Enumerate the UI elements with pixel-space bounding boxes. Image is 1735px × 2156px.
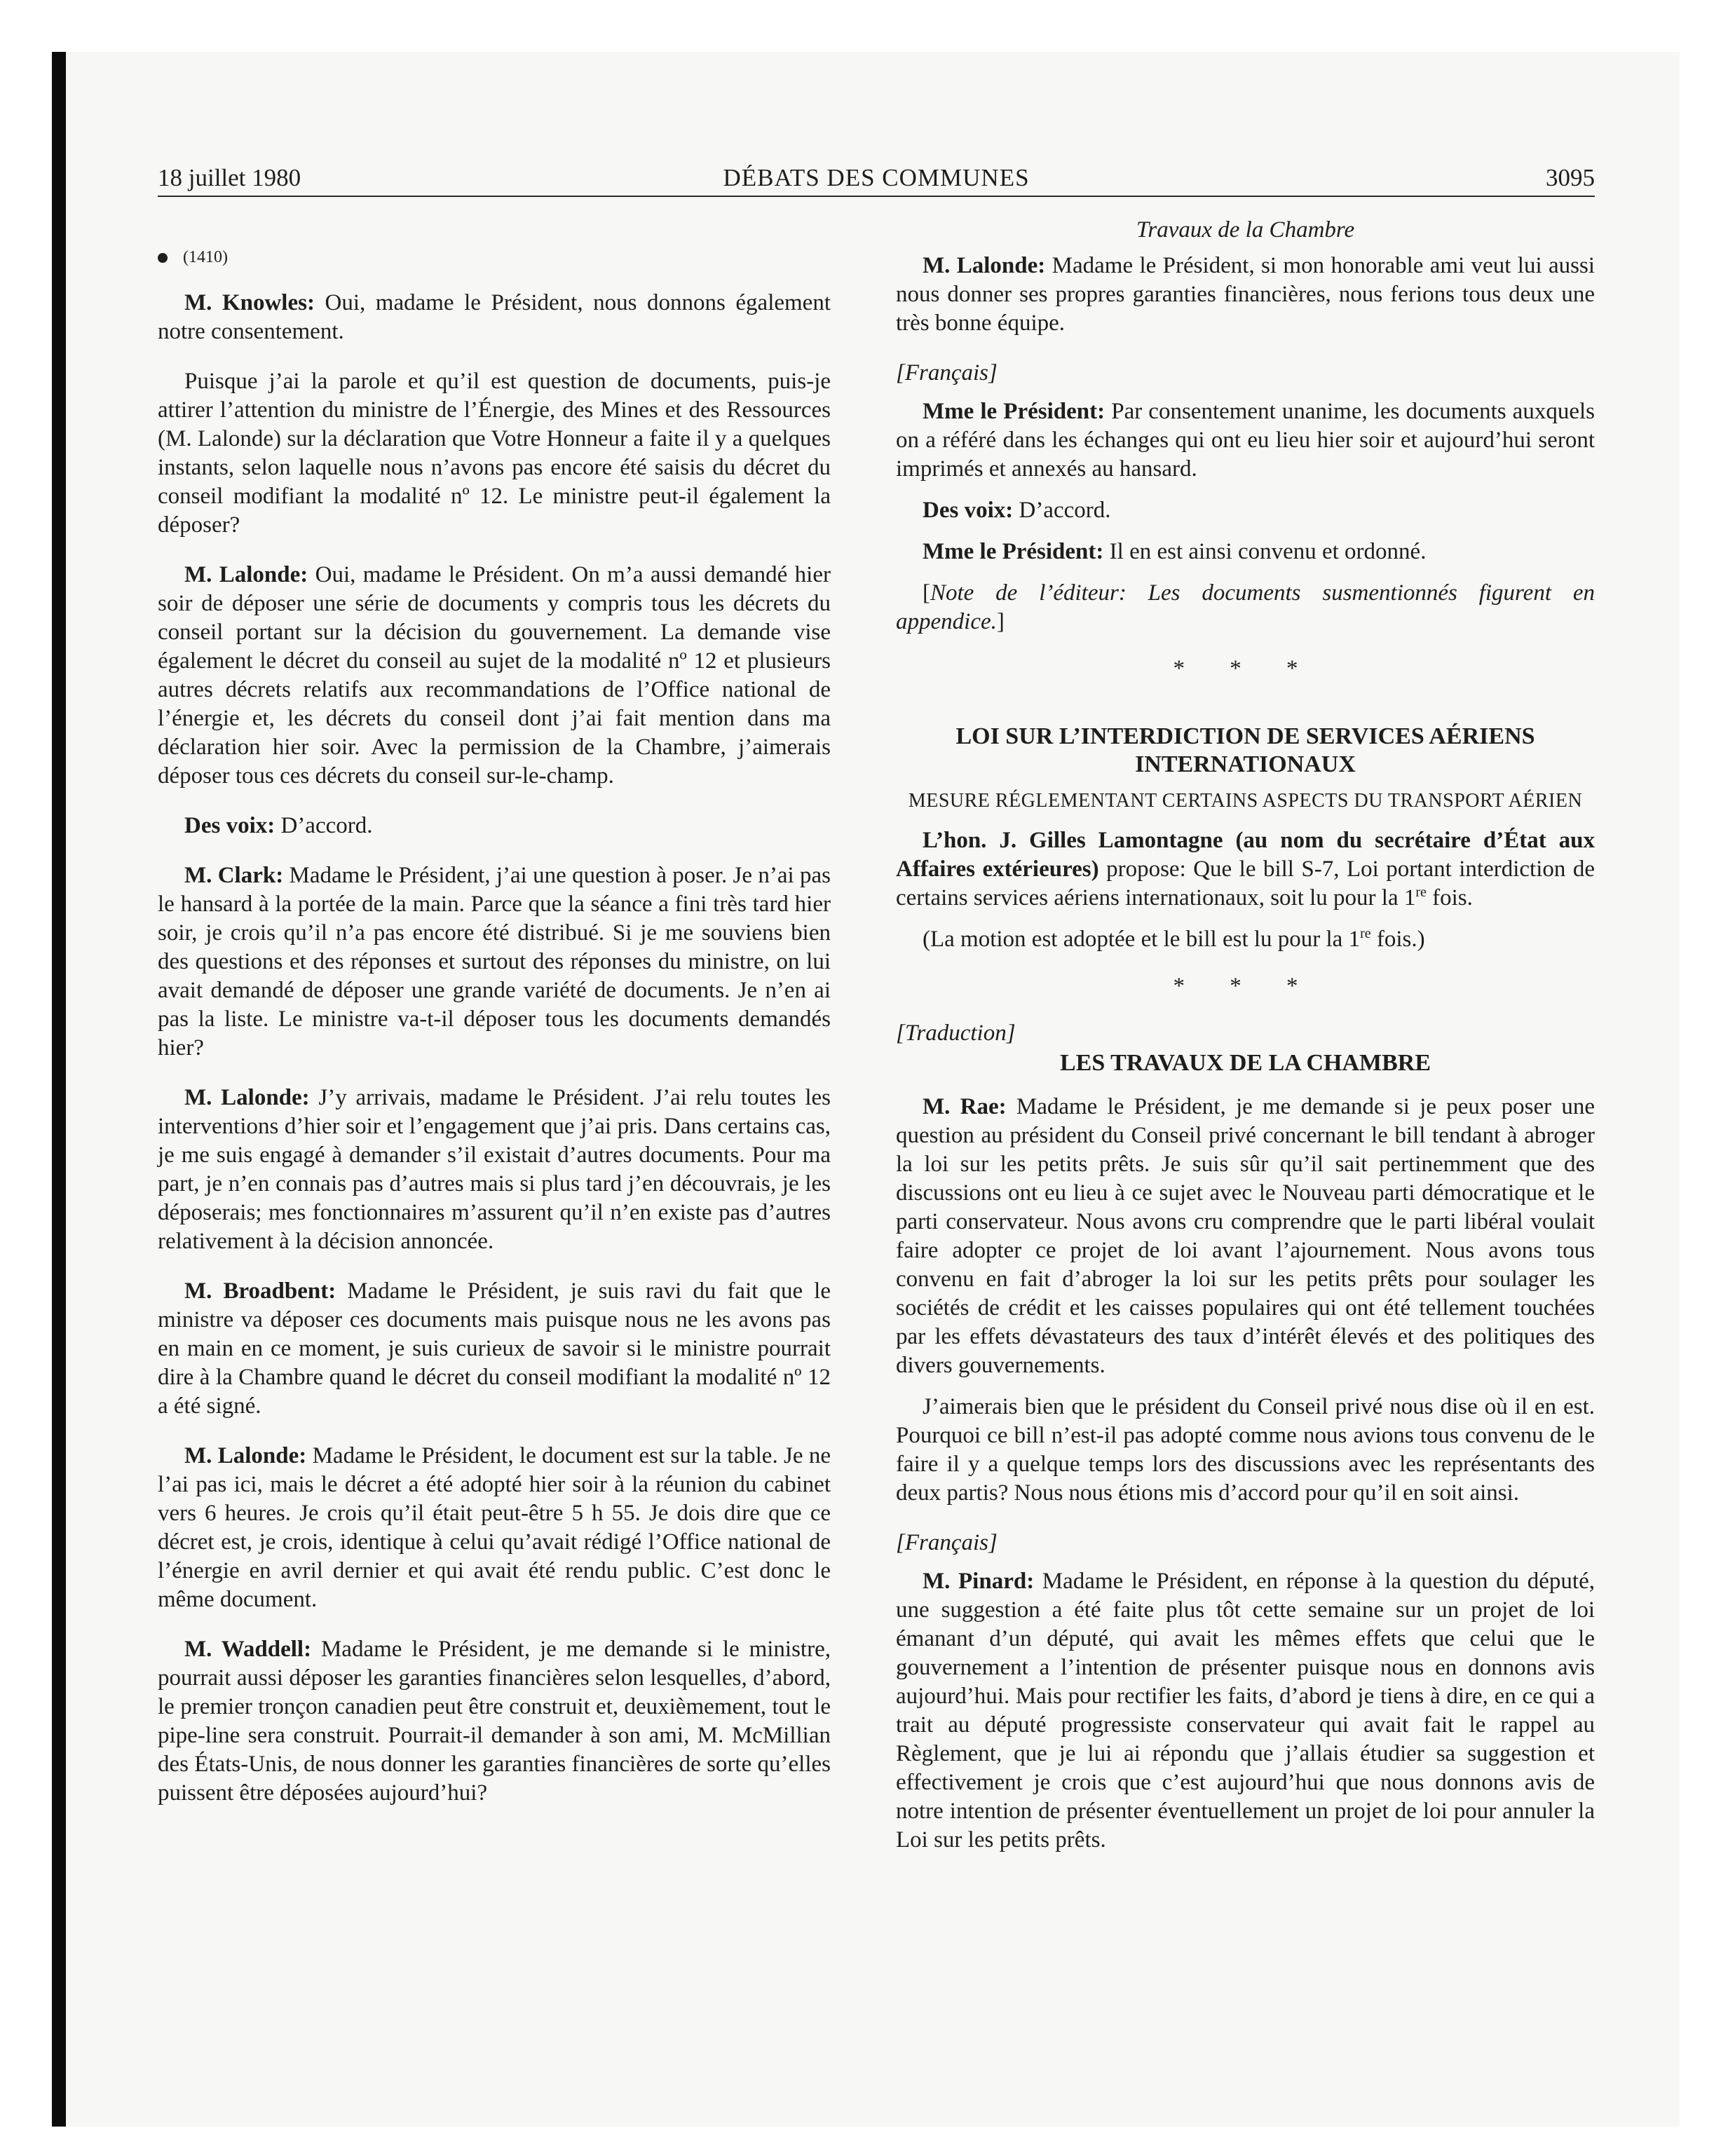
paragraph-lalonde-1 xyxy=(158,561,831,791)
speaker-name: M. Lalonde: xyxy=(184,1085,310,1110)
bracket-close: ] xyxy=(996,609,1005,634)
speaker-name: M. Knowles: xyxy=(184,290,315,315)
speech-text: Madame le Président, si mon honorable ami veut lui aussi nous donner ses propres garanties financières, nous ferions tous deux une très bonne équipe. xyxy=(896,253,1595,336)
speech-text: Il en est ainsi convenu et ordonné. xyxy=(1103,539,1427,564)
speech-text: Par consentement unanime, les documents auxquels on a référé dans les échanges qui ont eu lieu hier soir et aujourd’hui seront imprimés et annexés au hansard. xyxy=(896,399,1595,482)
speech-text: Madame le Président, j’ai une question à poser. Je n’ai pas le hansard à la portée de la main. Parce que la séance a fini très tard hier soir, je crois qu’il n’a pas encore été distribué. Si je me souviens bien des questions et des réponses et surtout des réponses du ministre, on lui avait demandé de déposer une grande variété de documents. Je n’en ai pas la liste. Le ministre va-t-il déposer tous les documents demandés hier? xyxy=(158,863,831,1060)
superscript: re xyxy=(1415,885,1427,900)
speech-text-tail: fois. xyxy=(1426,885,1473,910)
speech-text: Puisque j’ai la parole et qu’il est question de documents, puis-je attirer l’attention du ministre de l’Énergie, des Mines et des Ressources (M. Lalonde) sur la déclaration que Votre Honneur a faite il y a quelques instants, selon laquelle nous n’avons pas encore été saisis du décret du conseil modifiant la modalité nº 12. Le ministre peut-il également la déposer? xyxy=(158,369,831,538)
speaker-name: M. Lalonde: xyxy=(923,253,1046,278)
speech-text: Madame le Président, je me demande si je peux poser une question au président du Conseil privé concernant le bill tendant à abroger la loi sur les petits prêts. Je suis sûr qu’il sait pertinemment que des discussions ont eu lieu à ce sujet avec le Nouveau parti démocratique et le parti conservateur. Nous avons cru comprendre que le parti libéral voulait faire adopter ce projet de loi avant l’ajournement. Nous avons tous convenu en fait d’abroger la loi sur les petits prêts pour soulager les sociétés de crédit et les caisses populaires qui ont été tellement touchées par les effets dévastateurs des taux d’intérêt élevés et des politiques des divers gouvernements. xyxy=(896,1094,1595,1378)
paragraph-rae-cont xyxy=(896,1393,1595,1508)
language-tag: [Français] xyxy=(896,1530,998,1555)
page-header xyxy=(158,164,1595,192)
speech-text: D’accord. xyxy=(275,813,373,838)
language-tag: [Traduction] xyxy=(896,1021,1016,1046)
header-rule xyxy=(158,196,1595,197)
speech-text: Madame le Président, le document est sur la table. Je ne l’ai pas ici, mais le décret a été adopté hier soir à la réunion du cabinet vers 6 heures. Je crois qu’il était peut-être 5 h 55. Je dois dire que ce décret est, je crois, identique à celui qu’avait rédigé l’Office national de l’énergie en avril dernier et qui avait été rendu public. C’est donc le même document. xyxy=(158,1443,831,1612)
speech-text: (La motion est adoptée et le bill est lu pour la 1 xyxy=(923,927,1361,952)
speaker-name: Des voix: xyxy=(184,813,275,838)
running-head: Travaux de la Chambre xyxy=(1136,217,1355,243)
time-marker-text: (1410) xyxy=(183,248,228,266)
section-heading: LES TRAVAUX DE LA CHAMBRE xyxy=(1059,1050,1431,1076)
speaker-name: M. Clark: xyxy=(184,863,284,888)
section-separator: * * * xyxy=(1173,656,1318,681)
superscript: re xyxy=(1360,926,1371,941)
header-title: DÉBATS DES COMMUNES xyxy=(723,164,1030,191)
editor-note-text: Note de l’éditeur: Les documents susmentionnés figurent en appendice. xyxy=(896,580,1595,634)
editor-note xyxy=(896,579,1595,636)
page-number: 3095 xyxy=(1546,164,1595,191)
scan-edge-strip xyxy=(52,52,66,2127)
language-tag: [Français] xyxy=(896,360,998,386)
section-separator: * * * xyxy=(1173,974,1318,999)
speaker-name: M. Waddell: xyxy=(184,1637,312,1662)
speaker-name: L’hon. J. Gilles Lamontagne (au nom du secrétaire d’État aux Affaires extérieures) xyxy=(896,828,1595,882)
section-heading: LOI SUR L’INTERDICTION DE SERVICES AÉRIENS INTERNATIONAUX xyxy=(955,723,1535,777)
speaker-name: M. Broadbent: xyxy=(184,1278,336,1304)
speech-text-tail: fois.) xyxy=(1370,927,1425,952)
paragraph-motion xyxy=(896,925,1595,954)
speaker-name: Mme le Président: xyxy=(923,539,1104,564)
speech-text: propose: Que le bill S-7, Loi portant interdiction de certains services aériens internationaux, soit lu pour la 1 xyxy=(896,857,1595,910)
speaker-name: Mme le Président: xyxy=(923,399,1105,424)
paragraph-waddell xyxy=(158,1635,831,1808)
speech-text: Oui, madame le Président. On m’a aussi demandé hier soir de déposer une série de documents y compris tous les décrets du conseil portant sur la décision du gouvernement. La demande vise également le décret du conseil au sujet de la modalité nº 12 et plusieurs autres décrets relatifs aux recommandations de l’Office national de l’énergie et, les décrets du conseil dont j’ai fait mention dans ma déclaration hier soir. Avec la permission de la Chambre, j’aimerais déposer tous ces décrets du conseil sur-le-champ. xyxy=(158,562,831,789)
speaker-name: M. Lalonde: xyxy=(184,1443,307,1468)
speech-text: Madame le Président, je suis ravi du fait que le ministre va déposer ces documents mais puisque nous ne les avons pas en main en ce moment, je suis curieux de savoir si le ministre pourrait dire à la Chambre quand le décret du conseil modifiant la modalité nº 12 a été signé. xyxy=(158,1278,831,1419)
bracket-open: [ xyxy=(923,580,930,606)
paragraph-lalonde-4 xyxy=(896,252,1595,338)
paragraph-knowles-cont xyxy=(158,367,831,540)
right-column xyxy=(896,210,1595,1876)
paragraph-pinard xyxy=(896,1567,1595,1855)
speaker-name: Des voix: xyxy=(923,498,1014,523)
header-date: 18 juillet 1980 xyxy=(158,164,301,191)
time-marker xyxy=(158,247,831,268)
speech-text: J’y arrivais, madame le Président. J’ai relu toutes les interventions d’hier soir et l’engagement que j’ai pris. Dans certains cas, je me suis engagé à demander s’il existait d’autres documents. Pour ma part, je n’en connais pas d’autres mais si plus tard j’en découvrais, je les déposerais; mes fonctionnaires m’assurent qu’il n’en existe pas d’autres relativement à la décision annoncée. xyxy=(158,1085,831,1254)
bullet-icon xyxy=(158,253,168,263)
paragraph-broadbent xyxy=(158,1277,831,1421)
paragraph-lalonde-2 xyxy=(158,1084,831,1256)
speaker-name: M. Rae: xyxy=(923,1094,1007,1119)
paragraph-speaker-1 xyxy=(896,397,1595,484)
speech-text: Oui, madame le Président, nous donnons également notre consentement. xyxy=(158,290,831,344)
speech-text: D’accord. xyxy=(1013,498,1111,523)
paragraph-clark xyxy=(158,861,831,1063)
speech-text: Madame le Président, je me demande si le ministre, pourrait aussi déposer les garanties financières selon lesquelles, d’abord, le premier tronçon canadien peut être construit et, deuxièmement, tout le pipe-line sera construit. Pourrait-il demander à son ami, M. McMillian des États-Unis, de nous donner les garanties financières de sorte qu’elles puissent être déposées aujourd’hui? xyxy=(158,1637,831,1806)
left-column xyxy=(158,210,831,1829)
paragraph-lalonde-3 xyxy=(158,1442,831,1614)
speech-text: Madame le Président, en réponse à la question du député, une suggestion a été faite plus tôt cette semaine sur un projet de loi émanant d’un député, qui avait les mêmes effets que celui que le gouvernement a l’intention de présenter puisque nous en donnons avis aujourd’hui. Mais pour rectifier les faits, d’abord je tiens à dire, en ce qui a trait au député progressiste conservateur qui avait fait le rappel au Règlement, que je lui ai répondu que j’allais étudier sa suggestion et effectivement je crois que c’est aujourd’hui que nous donnons avis de notre intention de présenter éventuellement un projet de loi pour annuler la Loi sur les petits prêts. xyxy=(896,1569,1595,1853)
paragraph-des-voix xyxy=(158,812,831,840)
paragraph-lamontagne xyxy=(896,826,1595,913)
section-subheading: MESURE RÉGLEMENTANT CERTAINS ASPECTS DU TRANSPORT AÉRIEN xyxy=(908,790,1583,812)
paragraph-rae xyxy=(896,1093,1595,1380)
paragraph-speaker-2 xyxy=(896,538,1595,566)
speech-text: J’aimerais bien que le président du Conseil privé nous dise où il en est. Pourquoi ce bill n’est-il pas adopté comme nous avions tous convenu de le faire il y a quelque temps lors des discussions avec les représentants des deux partis? Nous nous étions mis d’accord pour qu’il en soit ainsi. xyxy=(896,1394,1595,1506)
speaker-name: M. Pinard: xyxy=(923,1569,1035,1594)
speaker-name: M. Lalonde: xyxy=(184,562,308,587)
paragraph-des-voix-2 xyxy=(896,496,1595,525)
paragraph-knowles xyxy=(158,289,831,346)
